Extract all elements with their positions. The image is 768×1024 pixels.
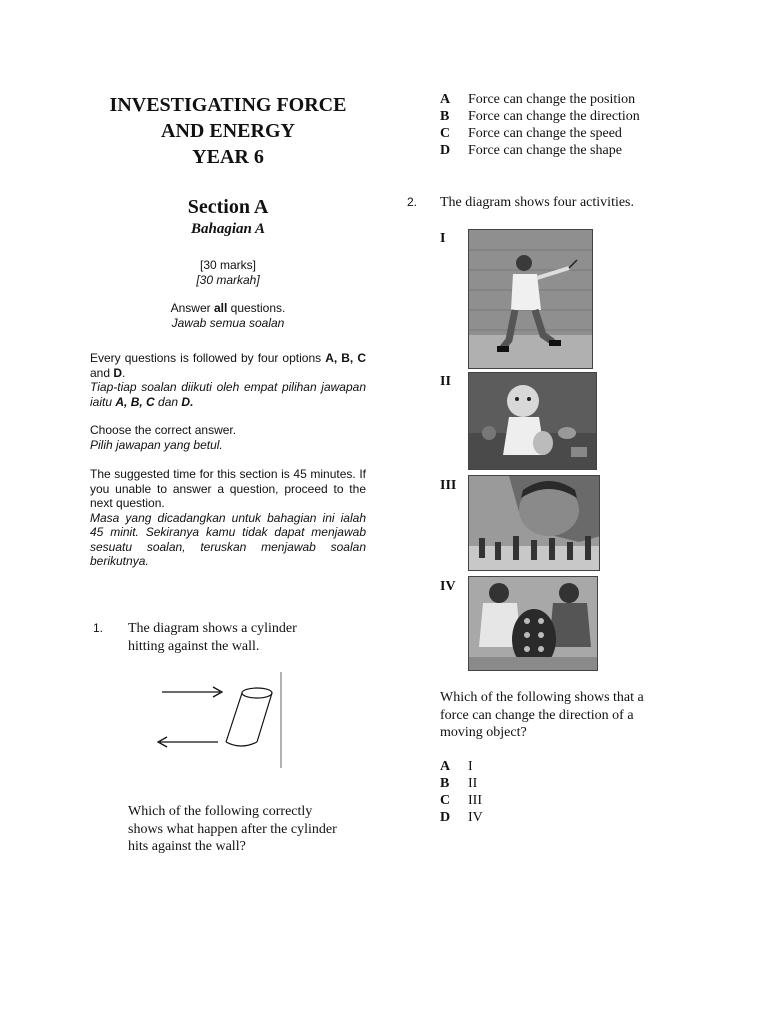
q1-question-line-1: Which of the following correctly <box>128 804 313 819</box>
choose-instruction <box>90 423 366 452</box>
marks-ms: [30 markah] <box>196 272 260 287</box>
q1-option-a[interactable]: A Force can change the position <box>440 92 636 107</box>
q2-question <box>440 689 700 742</box>
activity-label-ii: II <box>440 374 451 389</box>
q1-stem <box>128 620 358 655</box>
activity-label-iv: IV <box>440 579 456 594</box>
title-line-3: YEAR 6 <box>192 146 264 168</box>
q1-stem-line-2: hitting against the wall. <box>128 638 260 654</box>
page-title <box>80 92 376 170</box>
options-instruction-ms: Tiap-tiap soalan diikuti oleh empat pilihan jawapan iaitu A, B, C dan D. <box>90 380 366 409</box>
answer-block <box>80 301 376 330</box>
cylinder-shape <box>226 688 272 746</box>
answer-ms: Jawab semua soalan <box>171 315 285 330</box>
baby-toys-photo <box>468 372 597 470</box>
q2-option-d[interactable]: D IV <box>440 810 483 825</box>
options-instruction-en: Every questions is followed by four options A, B, C and D. <box>90 351 366 380</box>
section-subheading: Bahagian A <box>190 221 266 237</box>
q1-option-c[interactable]: C Force can change the speed <box>440 126 622 141</box>
time-ms: Masa yang dicadangkan untuk bahagian ini ialah 45 minit. Sekiranya kamu tidak dapat menjawab sesuatu soalan, teruskan menjawab soalan berikutnya. <box>90 510 366 568</box>
time-en: The suggested time for this section is 45 minutes. If you unable to answer a question, proceed to the next question. <box>90 467 366 510</box>
q2-number: 2. <box>407 195 418 209</box>
marks-block <box>80 258 376 287</box>
section-heading: Section A <box>187 196 269 218</box>
q2-intro: The diagram shows four activities. <box>440 195 635 210</box>
q1-stem-line-1: The diagram shows a cylinder <box>128 621 297 636</box>
title-line-1: INVESTIGATING FORCE <box>109 94 347 116</box>
activity-label-i: I <box>440 231 446 246</box>
q1-option-d[interactable]: D Force can change the shape <box>440 143 622 158</box>
badminton-photo <box>468 229 593 369</box>
title-line-2: AND ENERGY <box>161 120 295 142</box>
answer-en: Answer all questions. <box>170 301 286 315</box>
cylinder-diagram <box>150 668 290 773</box>
congkak-photo <box>468 576 598 671</box>
q1-question-line-3: hits against the wall? <box>128 839 246 854</box>
chess-photo <box>468 475 600 571</box>
q1-question-line-2: shows what happen after the cylinder <box>128 821 337 837</box>
time-instruction <box>90 467 366 569</box>
q2-question-line-2: force can change the direction of a <box>440 707 634 723</box>
q1-option-b[interactable]: B Force can change the direction <box>440 109 640 124</box>
activity-label-iii: III <box>440 478 457 493</box>
q2-option-a[interactable]: A I <box>440 759 473 774</box>
choose-ms: Pilih jawapan yang betul. <box>90 437 223 452</box>
q2-option-c[interactable]: C III <box>440 793 482 808</box>
choose-en: Choose the correct answer. <box>90 423 237 437</box>
q2-question-line-3: moving object? <box>440 725 527 740</box>
q2-option-b[interactable]: B II <box>440 776 478 791</box>
marks-en: [30 marks] <box>199 258 256 272</box>
q1-options <box>440 91 700 159</box>
q2-options <box>440 758 560 826</box>
options-instruction <box>90 351 366 409</box>
q2-question-line-1: Which of the following shows that a <box>440 690 644 705</box>
q1-number: 1. <box>93 621 104 635</box>
q1-question <box>128 803 378 856</box>
